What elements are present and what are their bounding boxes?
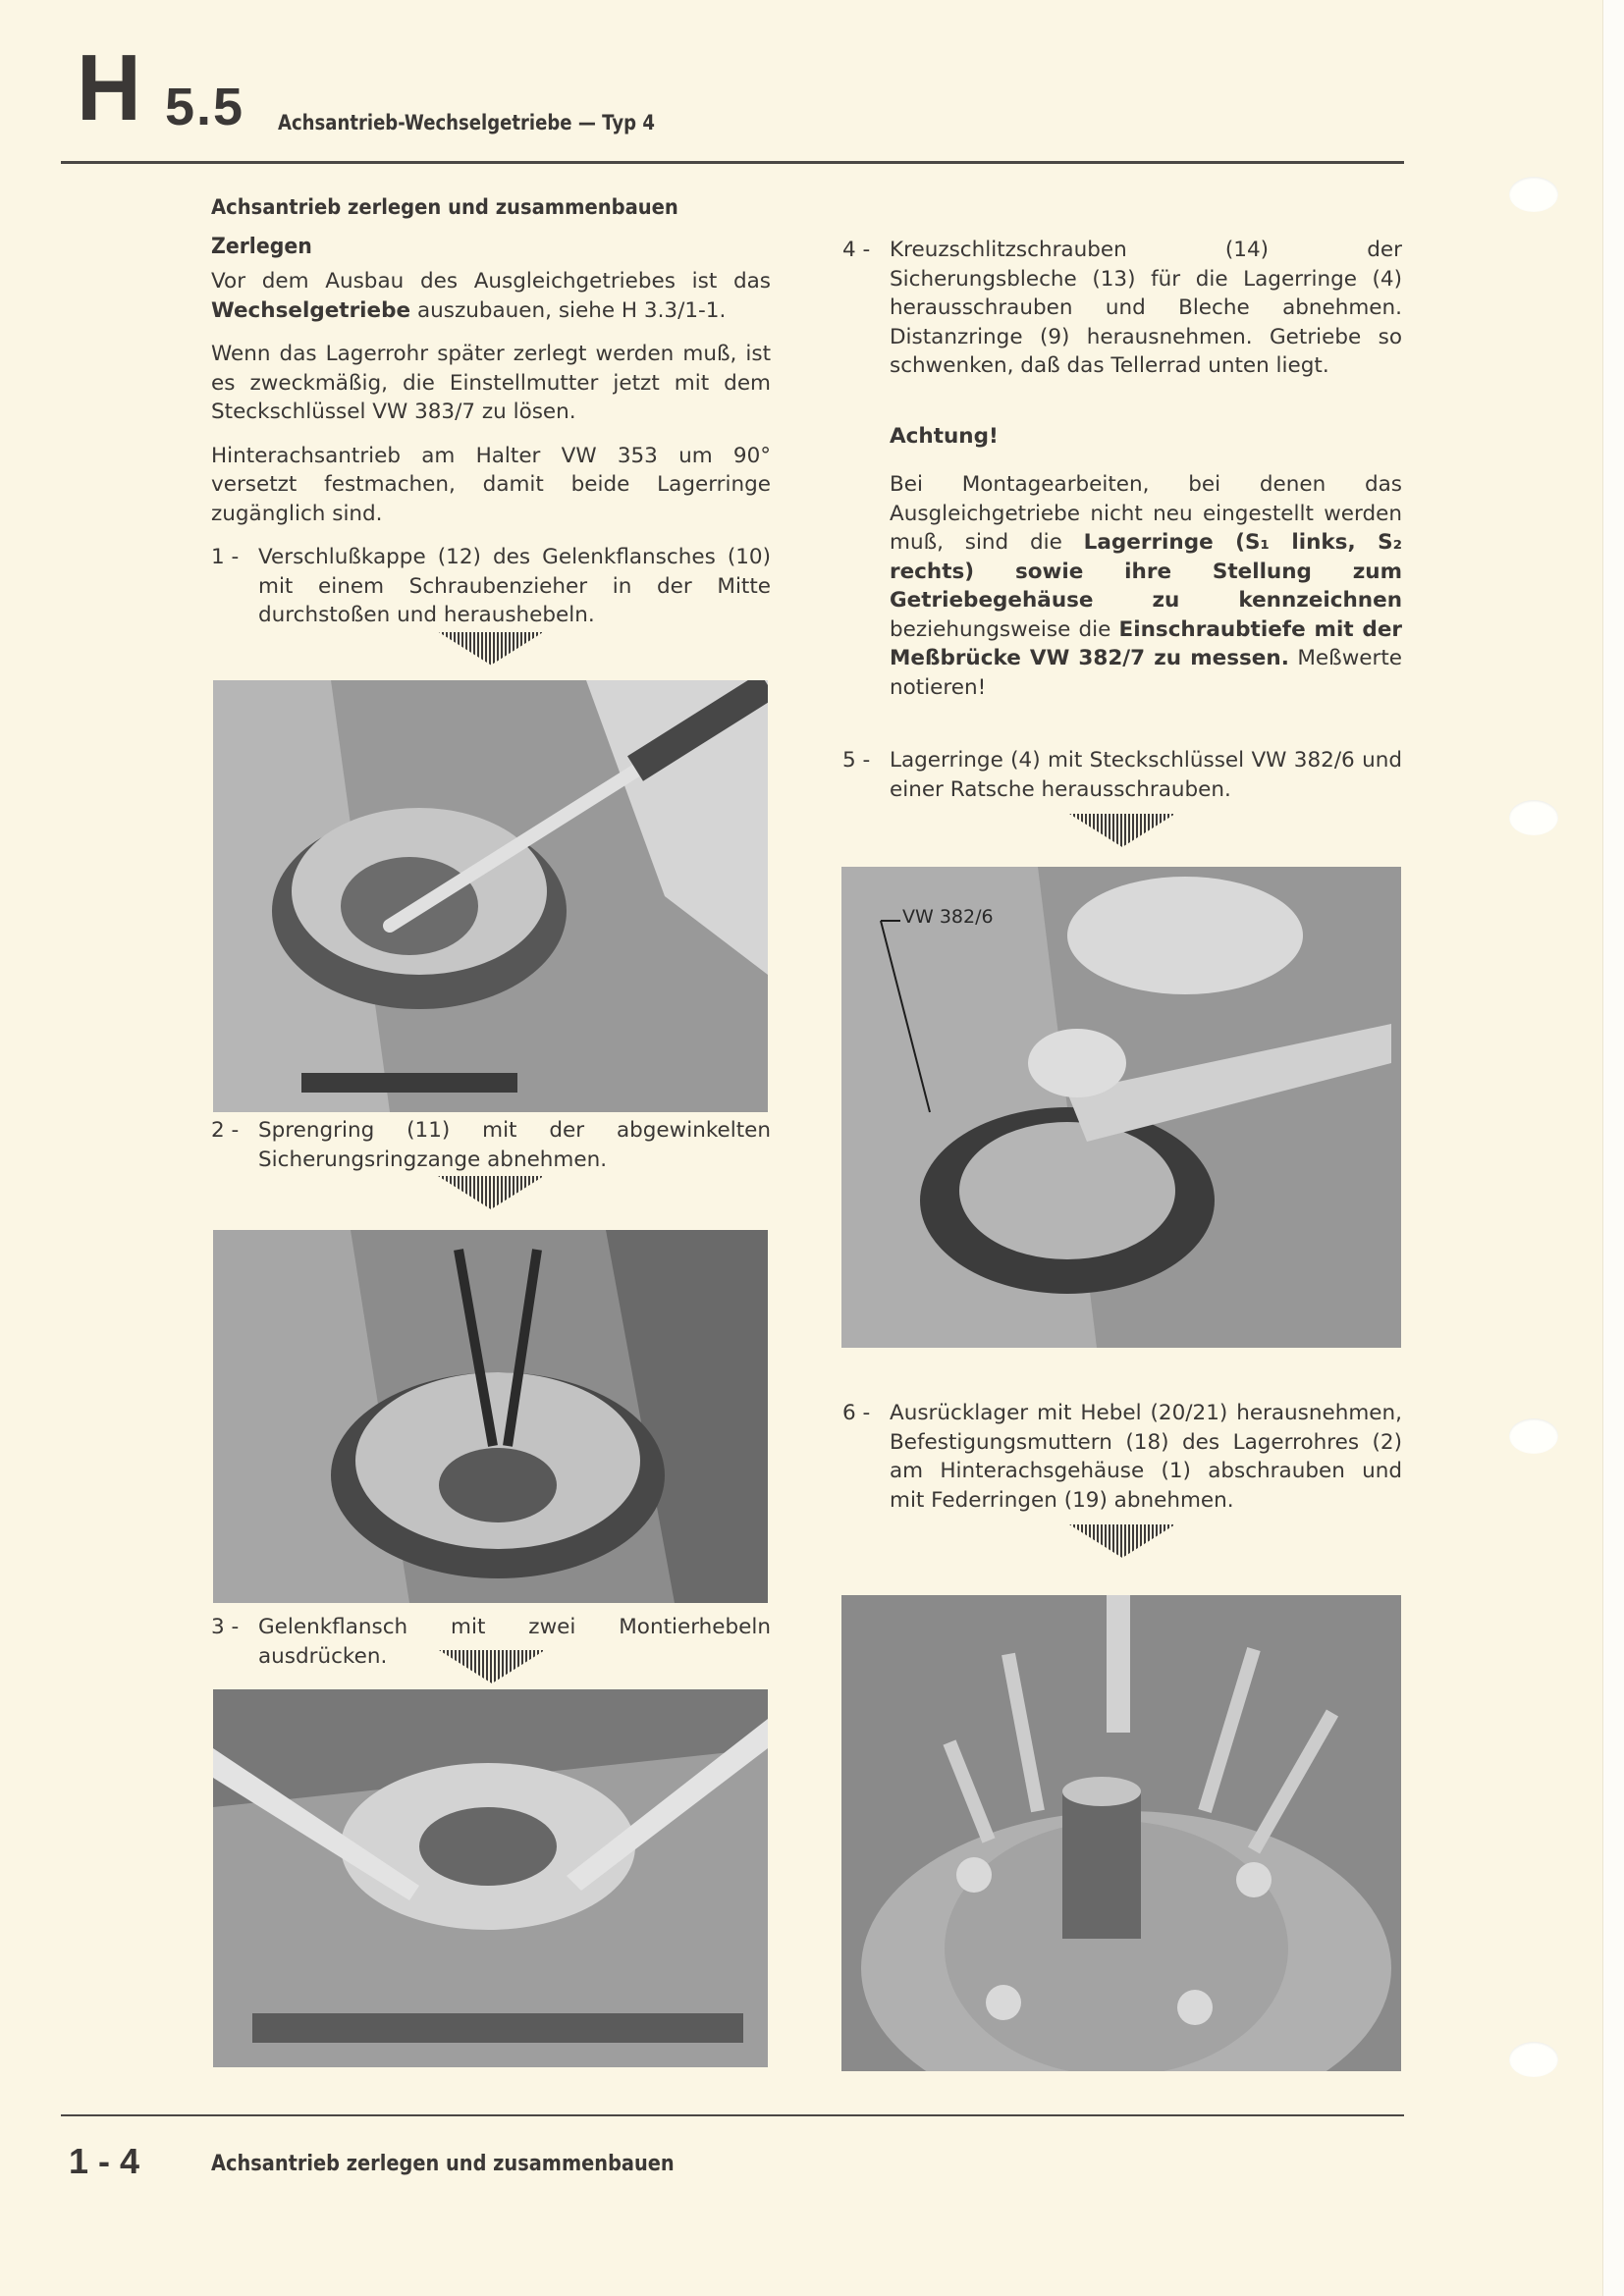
text: beziehungsweise die bbox=[890, 616, 1119, 642]
binder-hole bbox=[1509, 1418, 1558, 1454]
footer-title: Achsantrieb zerlegen und zusammenbauen bbox=[211, 2152, 675, 2176]
binder-hole bbox=[1509, 800, 1558, 835]
section-heading: Achsantrieb zerlegen und zusammenbauen bbox=[211, 195, 678, 219]
text: Bei Montagearbeiten, bei denen das Ausgleichgetriebe nicht neu eingestellt werden muß, sind die bbox=[890, 472, 1402, 555]
section-number: 5.5 bbox=[165, 78, 245, 136]
footer-rule bbox=[61, 2114, 1404, 2116]
down-arrow-icon bbox=[1069, 1524, 1175, 1558]
step-1 bbox=[211, 543, 771, 630]
warning-box bbox=[842, 422, 1402, 703]
intro-paragraph: Hinterachsantrieb am Halter VW 353 um 90° versetzt festmachen, damit beide Lagerringe zugänglich sind. bbox=[211, 443, 771, 526]
figure-1-photo bbox=[213, 680, 768, 1112]
page-number: 1 - 4 bbox=[69, 2141, 140, 2181]
down-arrow-icon bbox=[438, 1176, 544, 1209]
page-title: Achsantrieb-Wechselgetriebe — Typ 4 bbox=[278, 111, 655, 134]
left-column-step-2 bbox=[211, 1116, 771, 1209]
bold-text: Lagerringe (S₁ links, S₂ rechts) sowie ihre Stellung zum Getriebegehäuse zu kennzeichnen bbox=[890, 530, 1402, 613]
step-4 bbox=[842, 236, 1402, 381]
step-number: 2 - bbox=[211, 1118, 240, 1143]
figure-3-photo bbox=[213, 1689, 768, 2067]
step-text: Kreuzschlitzschrauben (14) der Sicherungsbleche (13) für die Lagerringe (4) herausschrauben und Bleche abnehmen. Distanzringe (9) herausnehmen. Getriebe so schwenken, daß das Tellerrad unten liegt. bbox=[890, 238, 1402, 378]
text: Vor dem Ausbau des Ausgleichgetriebes ist das bbox=[211, 269, 771, 294]
left-column bbox=[211, 193, 771, 666]
warning-title: Achtung! bbox=[890, 423, 999, 449]
step-5 bbox=[842, 746, 1402, 804]
chapter-letter: H bbox=[77, 35, 141, 140]
right-column-step-6 bbox=[842, 1399, 1402, 1558]
step-2 bbox=[211, 1116, 771, 1174]
step-number: 6 - bbox=[842, 1401, 871, 1425]
step-text: Gelenkflansch mit zwei Montierhebeln ausdrücken. bbox=[258, 1615, 771, 1669]
warning-text bbox=[890, 470, 1402, 702]
figure-2-photo bbox=[213, 1230, 768, 1603]
step-text: Lagerringe (4) mit Steckschlüssel VW 382/6 und einer Ratsche herausschrauben. bbox=[890, 748, 1402, 802]
step-text: Sprengring (11) mit der abgewinkelten Sicherungsringzange abnehmen. bbox=[258, 1118, 771, 1172]
bold-text: Wechselgetriebe bbox=[211, 297, 411, 323]
binder-hole bbox=[1509, 177, 1558, 212]
text: Meßwerte notieren! bbox=[890, 646, 1402, 700]
step-number: 4 - bbox=[842, 238, 871, 262]
step-number: 5 - bbox=[842, 748, 871, 773]
right-column bbox=[842, 236, 1402, 847]
tool-callout: VW 382/6 bbox=[902, 906, 994, 928]
down-arrow-icon bbox=[1069, 814, 1175, 847]
step-number: 3 - bbox=[211, 1615, 240, 1639]
down-arrow-icon bbox=[438, 632, 544, 666]
bold-text: Einschraubtiefe mit der Meßbrücke VW 382/7 zu messen. bbox=[890, 616, 1403, 670]
step-text: Ausrücklager mit Hebel (20/21) herausnehmen, Befestigungsmuttern (18) des Lagerrohres (2) am Hinterachsgehäuse (1) abschrauben und mit Federringen (19) abnehmen. bbox=[890, 1401, 1402, 1513]
binder-hole bbox=[1509, 2042, 1558, 2077]
intro-paragraph: Wenn das Lagerrohr später zerlegt werden muß, ist es zweckmäßig, die Einstellmutter jetzt mit dem Steckschlüssel VW 383/7 zu lösen. bbox=[211, 342, 771, 424]
page-edge bbox=[1602, 0, 1624, 2296]
intro-paragraph bbox=[211, 267, 771, 325]
step-text: Verschlußkappe (12) des Gelenkflansches (10) mit einem Schraubenzieher in der Mitte durchstoßen und heraushebeln. bbox=[258, 545, 771, 627]
text: auszubauen, siehe H 3.3/1-1. bbox=[410, 297, 727, 323]
step-6 bbox=[842, 1399, 1402, 1515]
header-rule bbox=[61, 161, 1404, 164]
subheading: Zerlegen bbox=[211, 234, 312, 259]
figure-5-photo bbox=[841, 867, 1401, 1348]
figure-6-photo bbox=[841, 1595, 1401, 2071]
step-number: 1 - bbox=[211, 545, 240, 569]
